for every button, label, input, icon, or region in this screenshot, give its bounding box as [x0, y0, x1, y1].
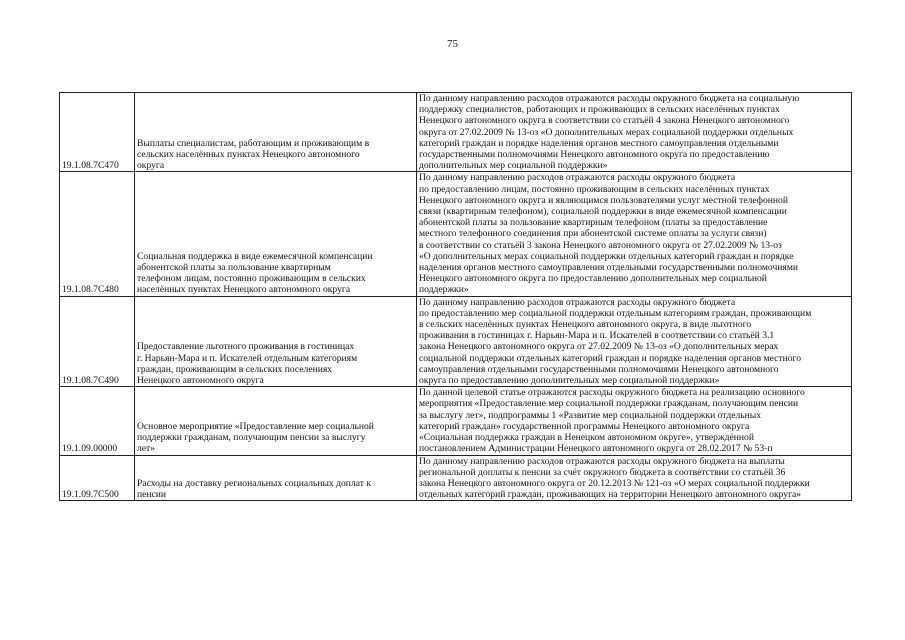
target-description-text: По данному направлению расходов отражаются расходы окружного бюджета по предоставлению лицам, постоянно проживающим в сельских населённых пунктах Ненецкого автономного округа и являющимся пользователями услуг местной телефонной связи (квартирным телефоном), социальной поддержки в виде ежемесячной компенсации абонентской платы за пользование квартирным телефоном (платы за предоставление местного телефонного соединения при абонентской системе оплаты за услуги связи) в соответствии со статьёй 3 закона Ненецкого автономного округа от 27.02.2009 № 13-оз «О дополнительных мерах социальной поддержки отдельных категорий граждан и порядке наделения органов местного самоуправления отдельными государственными полномочиями Ненецкого автономного округа по предоставлению дополнительных мер социальной поддержки»	[419, 172, 799, 296]
target-name-text: Предоставление льготного проживания в гостиницах г. Нарьян-Мара и п. Искателей отдельным категориям граждан, проживающим в сельских поселениях Ненецкого автономного округа	[137, 341, 358, 387]
target-name-cell	[135, 455, 417, 501]
target-name-cell	[135, 93, 417, 172]
table-row	[60, 172, 852, 296]
target-description-text: По данному направлению расходов отражаются расходы окружного бюджета по предоставлению мер социальной поддержки отдельным категориям граждан, проживающим в сельских населённых пунктах Ненецкого автономного округа, в виде льготного проживания в гостиницах г. Нарьян-Мара и п. Искателей в соответствии со статьёй 3.1 закона Ненецкого автономного округа от 27.02.2009 № 13-оз «О дополнительных мерах социальной поддержки отдельных категорий граждан и порядке наделения органов местного самоуправления отдельными государственными полномочиями Ненецкого автономного округа по предоставлению дополнительных мер социальной поддержки»	[419, 296, 812, 387]
page-number: 75	[447, 38, 458, 50]
table-row	[60, 455, 852, 501]
target-code-cell: 19.1.09.00000	[60, 387, 135, 455]
target-description-text: По данному направлению расходов отражаются расходы окружного бюджета на социальную поддержку специалистов, работающих и проживающих в сельских населённых пунктах Ненецкого автономного округа в соответствии со статьёй 4 закона Ненецкого автономного округа от 27.02.2009 № 13-оз «О дополнительных мерах социальной поддержки отдельных категорий граждан и порядке наделения органов местного самоуправления отдельными государственными полномочиями Ненецкого автономного округа по предоставлению дополнительных мер социальной поддержки»	[419, 93, 800, 172]
target-description-cell	[417, 387, 852, 455]
target-code-cell: 19.1.08.7С490	[60, 296, 135, 387]
table-row	[60, 387, 852, 455]
target-name-text: Выплаты специалистам, работающим и проживающим в сельских населённых пунктах Ненецкого автономного округа	[137, 137, 370, 172]
target-description-text: По данной целевой статье отражаются расходы окружного бюджета на реализацию основного мероприятия «Предоставление мер социальной поддержки гражданам, получающим пенсии за выслугу лет», подпрограммы 1 «Развитие мер социальной поддержки отдельных категорий граждан» государственной программы Ненецкого автономного округа «Социальная поддержка граждан в Ненецком автономном округе», утверждённой постановлением Администрации Ненецкого автономного округа от 28.02.2017 № 53-п	[419, 387, 805, 455]
budget-classification-table	[59, 92, 852, 501]
target-description-cell	[417, 172, 852, 296]
target-description-text: По данному направлению расходов отражаются расходы окружного бюджета на выплаты региональной доплаты к пенсии за счёт окружного бюджета в соответствии со статьёй 36 закона Ненецкого автономного округа от 20.12.2013 № 121-оз «О мерах социальной поддержки отдельных категорий граждан, проживающих на территории Ненецкого автономного округа»	[419, 455, 810, 501]
table-row	[60, 93, 852, 172]
target-name-cell	[135, 172, 417, 296]
target-description-cell	[417, 455, 852, 501]
target-name-cell	[135, 387, 417, 455]
table-row	[60, 296, 852, 387]
target-code-cell: 19.1.09.7С500	[60, 455, 135, 501]
target-description-cell	[417, 93, 852, 172]
target-name-text: Расходы на доставку региональных социальных доплат к пенсии	[137, 477, 371, 501]
target-name-cell	[135, 296, 417, 387]
target-description-cell	[417, 296, 852, 387]
target-code-cell: 19.1.08.7С480	[60, 172, 135, 296]
target-name-text: Основное мероприятие «Предоставление мер социальной поддержки гражданам, получающим пенсии за выслугу лет»	[137, 420, 374, 455]
target-name-text: Социальная поддержка в виде ежемесячной компенсации абонентской платы за пользование квартирным телефоном лицам, постоянно проживающим в сельских населённых пунктах Ненецкого автономного округа	[137, 250, 373, 296]
target-code-cell: 19.1.08.7С470	[60, 93, 135, 172]
